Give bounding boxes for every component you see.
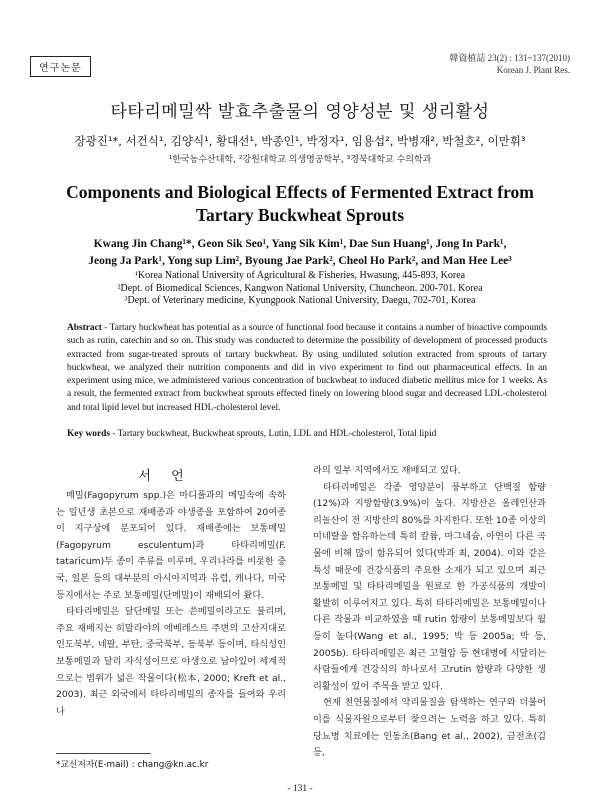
english-title-line-2: Tartary Buckwheat Sprouts [195, 205, 405, 225]
section-title-introduction: 서 언 [138, 469, 192, 484]
journal-volume-line: 韓資植誌 23(2) : 131~137(2010) [449, 53, 570, 63]
korean-affiliations: ¹한국농수산대학, ²강원대학교 의생명공학부, ³경북대학교 수의학과 [168, 155, 432, 165]
english-authors-line-2: Jeong Ja Park¹, Yong sup Lim², Byoung Jae Park², Cheol Ho Park², and Man Hee Lee³ [88, 255, 512, 267]
right-paragraph-continued: 라의 일부 지역에서도 재배되고 있다. [313, 465, 461, 476]
english-authors [0, 236, 600, 270]
korean-title: 타타리메밀싹 발효추출물의 영양성분 및 생리활성 [110, 102, 490, 122]
footnote-divider [56, 753, 151, 754]
right-paragraph-2: 현재 천연물질에서 약리물질을 탐색하는 연구와 더불어 이를 식물자원으로부터 찾으려는 노력을 하고 있다. 특히 당뇨병 치료에는 인동초(Bang et al., 2002), 금전초(김 등, [313, 697, 546, 759]
affiliation-1: ¹Korea National University of Agricultural & Fisheries, Hwasung, 445-893, Korea [134, 270, 466, 281]
korean-authors: 장광진¹*, 서건식¹, 김양식¹, 황대선¹, 박종인¹, 박정자¹, 임용섭², 박병재², 박철호², 이만휘³ [74, 134, 526, 148]
affiliation-3: ³Dept. of Veterinary medicine, Kyungpook National University, Daegu, 702-701, Korea [124, 295, 476, 306]
english-title-line-1: Components and Biological Effects of Fermented Extract from [66, 182, 534, 202]
page-number: - 131 - [287, 784, 313, 794]
journal-citation [449, 52, 570, 76]
left-column [56, 488, 286, 720]
right-column [313, 463, 546, 762]
affiliation-2: ²Dept. of Biomedical Sciences, Kangwon National University, Chuncheon. 200-701. Korea [117, 282, 483, 294]
abstract-text: - Tartary buckwheat has potential as a source of functional food because it contains a number of bioactive compounds such as rutin, catechin and so on. This study was conducted to determine the possibility of development of processed products extracted from sugar-treated sprouts of tartary buckwheat. By using undiluted solution extracted from sprouts of tartary buckwheat, we analyzed their nutrition components and did in vivo experiment to find out pharmaceutical effects. In an experiment using mice, we administered various concentration of buckwheat to induced diabetic mellitus mice for 1 weeks. As a result, the fermented extract from buckwheat sprouts effected finely on lowering blood sugar and decreased LDL-cholesterol and total lipid level but increased HDL-cholesterol level. [67, 323, 547, 413]
journal-name-line: Korean J. Plant Res. [496, 65, 570, 75]
abstract-label: Abstract [67, 323, 102, 333]
article-type-tag: 연구논문 [30, 56, 91, 77]
english-affiliations [0, 270, 600, 308]
keywords-text: - Tartary buckwheat, Buckwheat sprouts, Lutin, LDL and HDL-cholesterol, Total lipid [109, 429, 437, 439]
abstract [67, 322, 547, 415]
english-title [0, 181, 600, 227]
keywords-label: Key words [67, 429, 110, 439]
english-authors-line-1: Kwang Jin Chang¹*, Geon Sik Seo¹, Yang Sik Kim¹, Dae Sun Huang¹, Jong In Park¹, [93, 238, 507, 250]
left-paragraph-2: 타타리메밀은 달단메밀 또는 쓴메밀이라고도 불리며, 주요 재배지는 히말라야의 에베레스트 주변의 고산지대로 인도북부, 네팔, 부탄, 중국북부, 동북부 등이며, 타식성인 보통메밀과 달리 자식성이므로 야생으로 남아있어 세계적으로는 범위가 넓은 작물이다(松本, 2000; Kreft et al., 2003). 최근 외국에서 타타리메밀의 종자를 들여와 우리나 [56, 606, 286, 717]
corresponding-author-footnote: *교신저자(E-mail) : chang@kn.ac.kr [56, 760, 209, 770]
left-paragraph-1: 메밀(Fagopyrum spp.)은 마디풀과의 메밀속에 속하는 일년생 초본으로 재배종과 야생종을 포함하여 20여종이 지구상에 분포되어 있다. 재배종에는 보통메밀(Fagopyrum esculentum)과 타타리메밀(F. tataricum)두 종이 주류를 이루며, 우리나라를 비롯한 중국, 일본 등의 대부분의 아시아지역과 유럽, 캐나다, 미국 등지에서는 주로 보통메밀(단메밀)이 재배되어 왔다. [56, 490, 286, 601]
keywords [67, 429, 547, 439]
right-paragraph-1: 타타리메밀은 각종 영양분이 풍부하고 단백질 함량(12%)과 지방함량(3.9%)이 높다. 지방산은 올레인산과 리놀산이 전 지방산의 80%를 차지한다. 또한 10종 이상의 미네랄을 함유하는데 특히 칼륨, 마그네슘, 아연이 다른 곡물에 비해 많이 함유되어 있다(박과 최, 2004). 이와 같은 특성 때문에 건강식품의 주요한 소재가 되고 있으며 최근 보통메밀 및 타타리메밀을 원료로 한 가공식품의 개발이 활발히 이루어지고 있다. 특히 타타리메밀은 보통메밀이나 다른 작물과 비교하였을 때 rutin 함량이 보통메밀보다 월등히 높다(Wang et al., 1995; 박 등 2005a; 박 등, 2005b). 타타리메밀은 최근 고혈압 등 현대병에 시달리는 사람들에게 건강식의 하나로서 고rutin 함량과 다양한 생리활성이 있어 주목을 받고 있다. [313, 481, 546, 692]
